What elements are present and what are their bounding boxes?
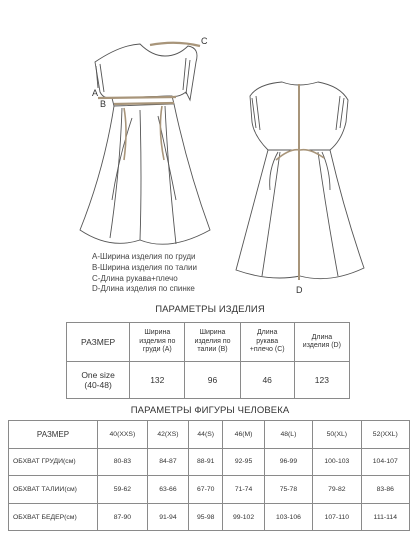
header-size-value: 50(XL)	[313, 421, 361, 449]
legend-item: B-Ширина изделия по талии	[92, 262, 197, 272]
dress-front-sketch	[80, 44, 210, 244]
legend-item: A-Ширина изделия по груди	[92, 252, 196, 261]
table-header-row	[67, 323, 350, 362]
marker-a: A	[92, 88, 99, 98]
measurement-legend	[92, 252, 197, 295]
table-cell: 95-98	[189, 503, 223, 531]
product-params-table	[66, 322, 350, 399]
table-cell: 104-107	[361, 448, 409, 476]
header-size-value: 44(S)	[189, 421, 223, 449]
table-cell: 71-74	[223, 476, 264, 504]
row-label-chest: ОБХВАТ ГРУДИ(см)	[9, 448, 98, 476]
marker-b: B	[100, 99, 107, 109]
table-cell: 88-91	[189, 448, 223, 476]
table-row	[9, 476, 410, 504]
marker-c: C	[201, 36, 208, 46]
header-waist: Ширина изделия по талии (В)	[185, 323, 240, 362]
table-cell: 79-82	[313, 476, 361, 504]
header-size-value: 46(M)	[223, 421, 264, 449]
table-cell: 107-110	[313, 503, 361, 531]
marker-d: D	[296, 285, 303, 295]
header-chest: Ширина изделия по груди (А)	[130, 323, 185, 362]
body-params-title: ПАРАМЕТРЫ ФИГУРЫ ЧЕЛОВЕКА	[130, 405, 290, 416]
table-cell: 75-78	[264, 476, 312, 504]
product-params-title: ПАРАМЕТРЫ ИЗДЕЛИЯ	[155, 304, 265, 315]
cell-length: 123	[294, 362, 349, 399]
header-size-value: 52(XXL)	[361, 421, 409, 449]
table-header-row	[9, 421, 410, 449]
cell-chest: 132	[130, 362, 185, 399]
table-cell: 63-66	[147, 476, 188, 504]
header-size: РАЗМЕР	[67, 323, 130, 362]
table-row	[9, 448, 410, 476]
row-label-waist: ОБХВАТ ТАЛИИ(см)	[9, 476, 98, 504]
table-cell: 59-62	[98, 476, 148, 504]
header-sleeve: Длина рукава +плечо (С)	[240, 323, 294, 362]
table-cell: 111-114	[361, 503, 409, 531]
measure-b-line	[114, 103, 174, 104]
table-cell: 99-102	[223, 503, 264, 531]
header-length: Длина изделия (D)	[294, 323, 349, 362]
table-cell: 84-87	[147, 448, 188, 476]
cell-sleeve: 46	[240, 362, 294, 399]
header-size-value: 40(XXS)	[98, 421, 148, 449]
table-row	[67, 362, 350, 399]
table-cell: 96-99	[264, 448, 312, 476]
table-cell: 67-70	[189, 476, 223, 504]
table-cell: 87-90	[98, 503, 148, 531]
legend-item: C-Длина рукава+плечо	[92, 273, 178, 283]
body-params-table	[8, 420, 410, 531]
legend-item: D-Длина изделия по спинке	[92, 284, 195, 294]
header-size: РАЗМЕР	[9, 421, 98, 449]
cell-size	[67, 362, 130, 399]
row-label-hips: ОБХВАТ БЕДЕР(см)	[9, 503, 98, 531]
header-size-value: 42(XS)	[147, 421, 188, 449]
cell-waist: 96	[185, 362, 240, 399]
size-line1: One size	[81, 370, 115, 380]
table-row	[9, 503, 410, 531]
measurement-lines-back	[276, 84, 324, 280]
table-cell: 83-86	[361, 476, 409, 504]
table-cell: 100-103	[313, 448, 361, 476]
table-cell: 91-94	[147, 503, 188, 531]
size-line2: (40-48)	[84, 380, 112, 390]
table-cell: 92-95	[223, 448, 264, 476]
table-cell: 103-106	[264, 503, 312, 531]
header-size-value: 48(L)	[264, 421, 312, 449]
measure-c-line	[150, 43, 200, 46]
table-cell: 80-83	[98, 448, 148, 476]
measure-a-line	[98, 97, 176, 98]
